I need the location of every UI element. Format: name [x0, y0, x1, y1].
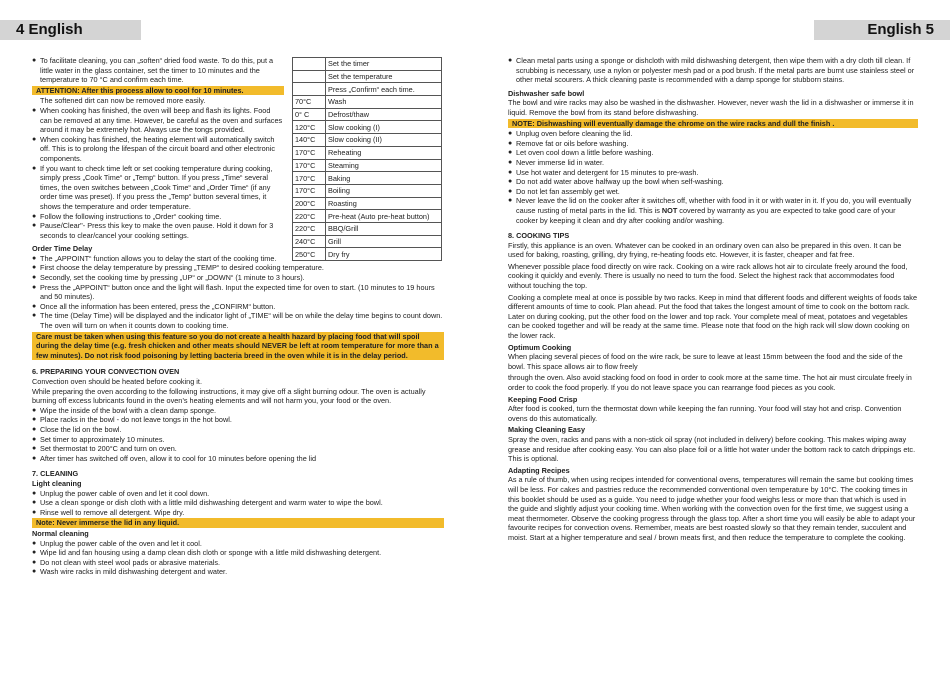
list-item: ● Rinse well to remove all detergent. Wipe dry. [32, 508, 444, 518]
table-cell: 250°C [293, 248, 326, 261]
list-item: ● Wipe the inside of the bowl with a clean damp sponge. [32, 406, 444, 416]
tips-p3: Cooking a complete meal at once is possible by two racks. Keep in mind that different foods and different weights of foods take different amounts of time to cook. Plan ahead. Put the food that takes the longest amount of time to cook on the bottom rack. Later on during cooking, put the other food on the lower and top rack. Your complete meal of meat, potatoes and vegetables can be cooked together and will be ready at the same time. Please note that food on the high rack will slow down cooking on the lower rack. [508, 292, 917, 341]
table-cell: 220°C [293, 222, 326, 235]
table-cell: Steaming [326, 159, 442, 172]
list-item: ● After timer has switched off oven, allow it to cool for 10 minutes before opening the lid [32, 454, 444, 464]
table-cell: 0° C [293, 108, 326, 121]
normal-cleaning-title: Normal cleaning [32, 528, 89, 538]
list-item: ● Let oven cool down a little before washing. [508, 148, 918, 158]
table-row [293, 222, 442, 235]
table-cell: 140°C [293, 134, 326, 147]
optimum-p1: When placing several pieces of food on the wire rack, be sure to leave at least 15mm between the food and the side of the bowl. This space allows air to flow freely [508, 352, 903, 371]
list-item: ● Do not add water above halfway up the bowl when self-washing. [508, 177, 918, 187]
right-page-column [508, 56, 918, 543]
table-row [293, 235, 442, 248]
table-cell: 70°C [293, 96, 326, 109]
easy-title: Making Cleaning Easy [508, 425, 586, 435]
top-text-block [32, 56, 284, 240]
table-cell: 120°C [293, 121, 326, 134]
table-cell: Press „Confirm“ each time. [326, 83, 442, 96]
temperature-table [292, 57, 442, 261]
easy-text: Spray the oven, racks and pans with a non-stick oil spray (not included in delivery) before cooking. This makes wiping away grease and residue after cooking easy. You can also place foil or a little hot water under the bottom rack to catch drippings etc. This is optional. [508, 434, 916, 464]
section-7-title: 7. CLEANING [32, 469, 79, 479]
list-item: ● Never immerse lid in water. [508, 158, 918, 168]
list-item: ● Unplug oven before cleaning the lid. [508, 129, 918, 139]
list-item: ● Do not let fan assembly get wet. [508, 187, 918, 197]
table-cell: Wash [326, 96, 442, 109]
table-cell: BBQ/Grill [326, 222, 442, 235]
optimum-title: Optimum Cooking [508, 342, 572, 352]
list-item: ● Set thermostat to 200°C and turn on oven. [32, 444, 444, 454]
table-row [293, 210, 442, 223]
list-item: ● Wipe lid and fan housing using a damp clean dish cloth or sponge with a little mild dishwashing detergent. [32, 548, 444, 558]
table-cell: Roasting [326, 197, 442, 210]
adapt-text: As a rule of thumb, when using recipes intended for conventional ovens, temperatures will remain the same but cooking times will be less. For cakes and pastries reduce the recommended conventional oven temperature by 10°C. The cooking times in this booklet should be used as a guide. You need to judge whether your food weighs less or more than that which is used in the guide and slightly adjust your cooking time. When working with the convection oven for the first time, we suggest using a meat thermometer. Observe the cooking progress through the glass top. After a short time you will easily be able to adapt your favourite recipes for convection ovens. Remember, meats are best roasted slowly so that they remain tender, succulent and moist. Start at a higher temperature and seal / brown meats first, and then reduce the temperature to complete the cooking. [508, 475, 916, 542]
table-cell: 220°C [293, 210, 326, 223]
list-item: ● When cooking has finished, the heating element will automatically switch off. This is to prolong the lifespan of the circuit board and other electronic components. [32, 135, 284, 164]
list-item: ● Unplug the power cable of the oven and let it cool. [32, 539, 444, 549]
crisp-title: Keeping Food Crisp [508, 394, 578, 404]
list-item: ● Wash wire racks in mild dishwashing detergent and water. [32, 567, 444, 577]
list-item: ● If you want to check time left or set cooking temperature during cooking, simply press „Cook Time“ or „Temp“ button. If you press „Time“ several times, the oven switches between „Cook Time“ and „Order Time“ (if any order time was preset). If you press the „Temp“ button several times, it shows the temperature and order temperature. [32, 164, 284, 212]
table-row [293, 248, 442, 261]
table-cell: Pre-heat (Auto pre-heat button) [326, 210, 442, 223]
warranty-text-b: covered by warranty as you are expected to take good care of your cooker by keeping it clean and dry after cooking and/or washing. [516, 205, 896, 225]
table-cell: Boiling [326, 184, 442, 197]
table-row [293, 197, 442, 210]
table-cell: 170°C [293, 172, 326, 185]
table-row [293, 184, 442, 197]
note-chrome: NOTE: Dishwashing will eventually damage the chrome on the wire racks and dull the finish . [508, 119, 918, 129]
list-item: ● Use hot water and detergent for 15 minutes to pre-wash. [508, 168, 918, 178]
table-cell: Defrost/thaw [326, 108, 442, 121]
table-row [293, 146, 442, 159]
list-item: ● Unplug the power cable of oven and let it cool down. [32, 489, 444, 499]
optimum-p2: through the oven. Also avoid stacking food on food in order to cook more at the same time. The hot air must circulate freely in order to cook the food properly. If you do not leave space you can rearrange food pieces as you cook. [508, 373, 912, 392]
table-row [293, 83, 442, 96]
table-row [293, 58, 442, 71]
section-8-title: 8. COOKING TIPS [508, 231, 570, 241]
table-cell: 170°C [293, 146, 326, 159]
list-item: ● Do not clean with steel wool pads or abrasive materials. [32, 558, 444, 568]
table-cell: 170°C [293, 159, 326, 172]
table-row [293, 134, 442, 147]
note-immerse: Note: Never immerse the lid in any liquid. [32, 518, 444, 528]
table-cell: Set the timer [326, 58, 442, 71]
list-item: ● Follow the following instructions to „Order“ cooking time. [32, 212, 284, 222]
intro-bullet: ● To facilitate cleaning, you can „soften“ dried food waste. To do this, put a little water in the glass container, set the timer to 10 minutes and the temperature to 70 °C and confirm each time. [32, 56, 284, 85]
table-cell: Slow cooking (II) [326, 134, 442, 147]
list-item: ● Remove fat or oils before washing. [508, 139, 918, 149]
list-item: ● First choose the delay temperature by pressing „TEMP“ to desired cooking temperature. [32, 263, 444, 273]
list-item: ● The time (Delay Time) will be displayed and the indicator light of „TIME“ will be on while the delay time begins to count down. The oven will turn on when it counts down to cooking time. [32, 311, 444, 330]
page-header-right: English 5 [814, 20, 950, 40]
page-header-left: 4 English [0, 20, 141, 40]
tips-p1: Firstly, this appliance is an oven. Whatever can be cooked in an ordinary oven can also be prepared in this oven. It can be used for baking, roasting, grilling, dry frying, re-heating foods etc. However, it is faster, cheaper and fat free. [508, 240, 902, 260]
dishwasher-title: Dishwasher safe bowl [508, 88, 585, 98]
attention-note: ATTENTION: After this process allow to cool for 10 minutes. [32, 86, 284, 96]
section-6-p1: Convection oven should be heated before cooking it. [32, 377, 202, 386]
section-6-p2: While preparing the oven according to the following instructions, it may give off a slight burning odour. The oven is actually burning off excess lubricants found in the oven’s heating elements and will not harm you, your food or the oven. [32, 386, 426, 406]
adapt-title: Adapting Recipes [508, 465, 570, 475]
list-item: ● Clean metal parts using a sponge or dishcloth with mild dishwashing detergent, then wipe them with a dry cloth till clean. If scrubbing is necessary, use a nylon or polyester mesh pad or a pod brush. If the metal parts are burnt use stainless steel or other metal scourers. A thick cleaning paste is recommended with a damp sponge for stubborn stains. [508, 56, 918, 85]
table-cell: Reheating [326, 146, 442, 159]
table-cell: Baking [326, 172, 442, 185]
list-item: ● Place racks in the bowl - do not leave tongs in the hot bowl. [32, 415, 444, 425]
list-item: ● Set timer to approximately 10 minutes. [32, 435, 444, 445]
table-row [293, 70, 442, 83]
care-warning: Care must be taken when using this feature so you do not create a health hazard by placing food that will spoil during the delay time (e.g. fresh chicken and other meats should NEVER be left at room temperature for more than a few minutes). Do not risk food poisoning by letting bacteria breed in the oven while it is in the delay period. [32, 332, 444, 361]
light-cleaning-title: Light cleaning [32, 478, 82, 488]
table-cell: Grill [326, 235, 442, 248]
softened-text: The softened dirt can now be removed more easily. [40, 96, 206, 106]
table-cell: Dry fry [326, 248, 442, 261]
list-item [508, 196, 918, 225]
table-row [293, 108, 442, 121]
table-row [293, 121, 442, 134]
warranty-text-a: Never leave the lid on the cooker after it switches off, whether with food in it or with water in it. If you do, you will eventually cause rusting of metal parts in the lid. This is [516, 196, 912, 215]
table-cell: Set the temperature [326, 70, 442, 83]
dishwasher-text: The bowl and wire racks may also be washed in the dishwasher. However, never wash the lid in a dishwasher or immerse it in liquid. Remove the bowl from its stand before dishwashing. [508, 98, 914, 117]
table-row [293, 96, 442, 109]
table-row [293, 159, 442, 172]
list-item: ● Close the lid on the bowl. [32, 425, 444, 435]
list-item: ● Once all the information has been entered, press the „CONFIRM“ button. [32, 302, 444, 312]
table-cell: 170°C [293, 184, 326, 197]
table-cell: Slow cooking (I) [326, 121, 442, 134]
warranty-not: NOT [661, 205, 678, 215]
list-item: ● When cooking has finished, the oven will beep and flash its lights. Food can be removed at any time. However, be careful as the oven and surfaces around it may be extremely hot. Always use the tongs provided. [32, 106, 284, 135]
tips-p2: Whenever possible place food directly on wire rack. Cooking on a wire rack allows hot air to circulate freely around the food, cooking it quickly and evenly. There is usually no need to turn the food. Select the highest rack that accommodates food without touching the top. [508, 261, 908, 291]
list-item: ● Secondly, set the cooking time by pressing „UP“ or „DOWN“ (1 minute to 3 hours). [32, 273, 444, 283]
section-6-title: 6. PREPARING YOUR CONVECTION OVEN [32, 367, 180, 377]
list-item: ● Use a clean sponge or dish cloth with a little mild dishwashing detergent and warm water to wipe the bowl. [32, 498, 444, 508]
table-cell: 200°C [293, 197, 326, 210]
table-cell: 240°C [293, 235, 326, 248]
list-item: ● The „APPOINT“ function allows you to delay the start of the cooking time. [32, 254, 444, 264]
table-row [293, 172, 442, 185]
list-item: ● Press the „APPOINT“ button once and the light will flash. Input the expected time for oven to start. (10 minutes to 19 hours and 50 minutes). [32, 283, 444, 302]
crisp-text: After food is cooked, turn the thermostat down while keeping the fan running. Your food will stay hot and crisp. Convention ovens do this automatically. [508, 404, 902, 423]
order-title: Order Time Delay [32, 244, 93, 254]
list-item: ● Pause/Clear"- Press this key to make the oven pause. Hold it down for 3 seconds to clear/cancel your cooking settings. [32, 221, 284, 240]
